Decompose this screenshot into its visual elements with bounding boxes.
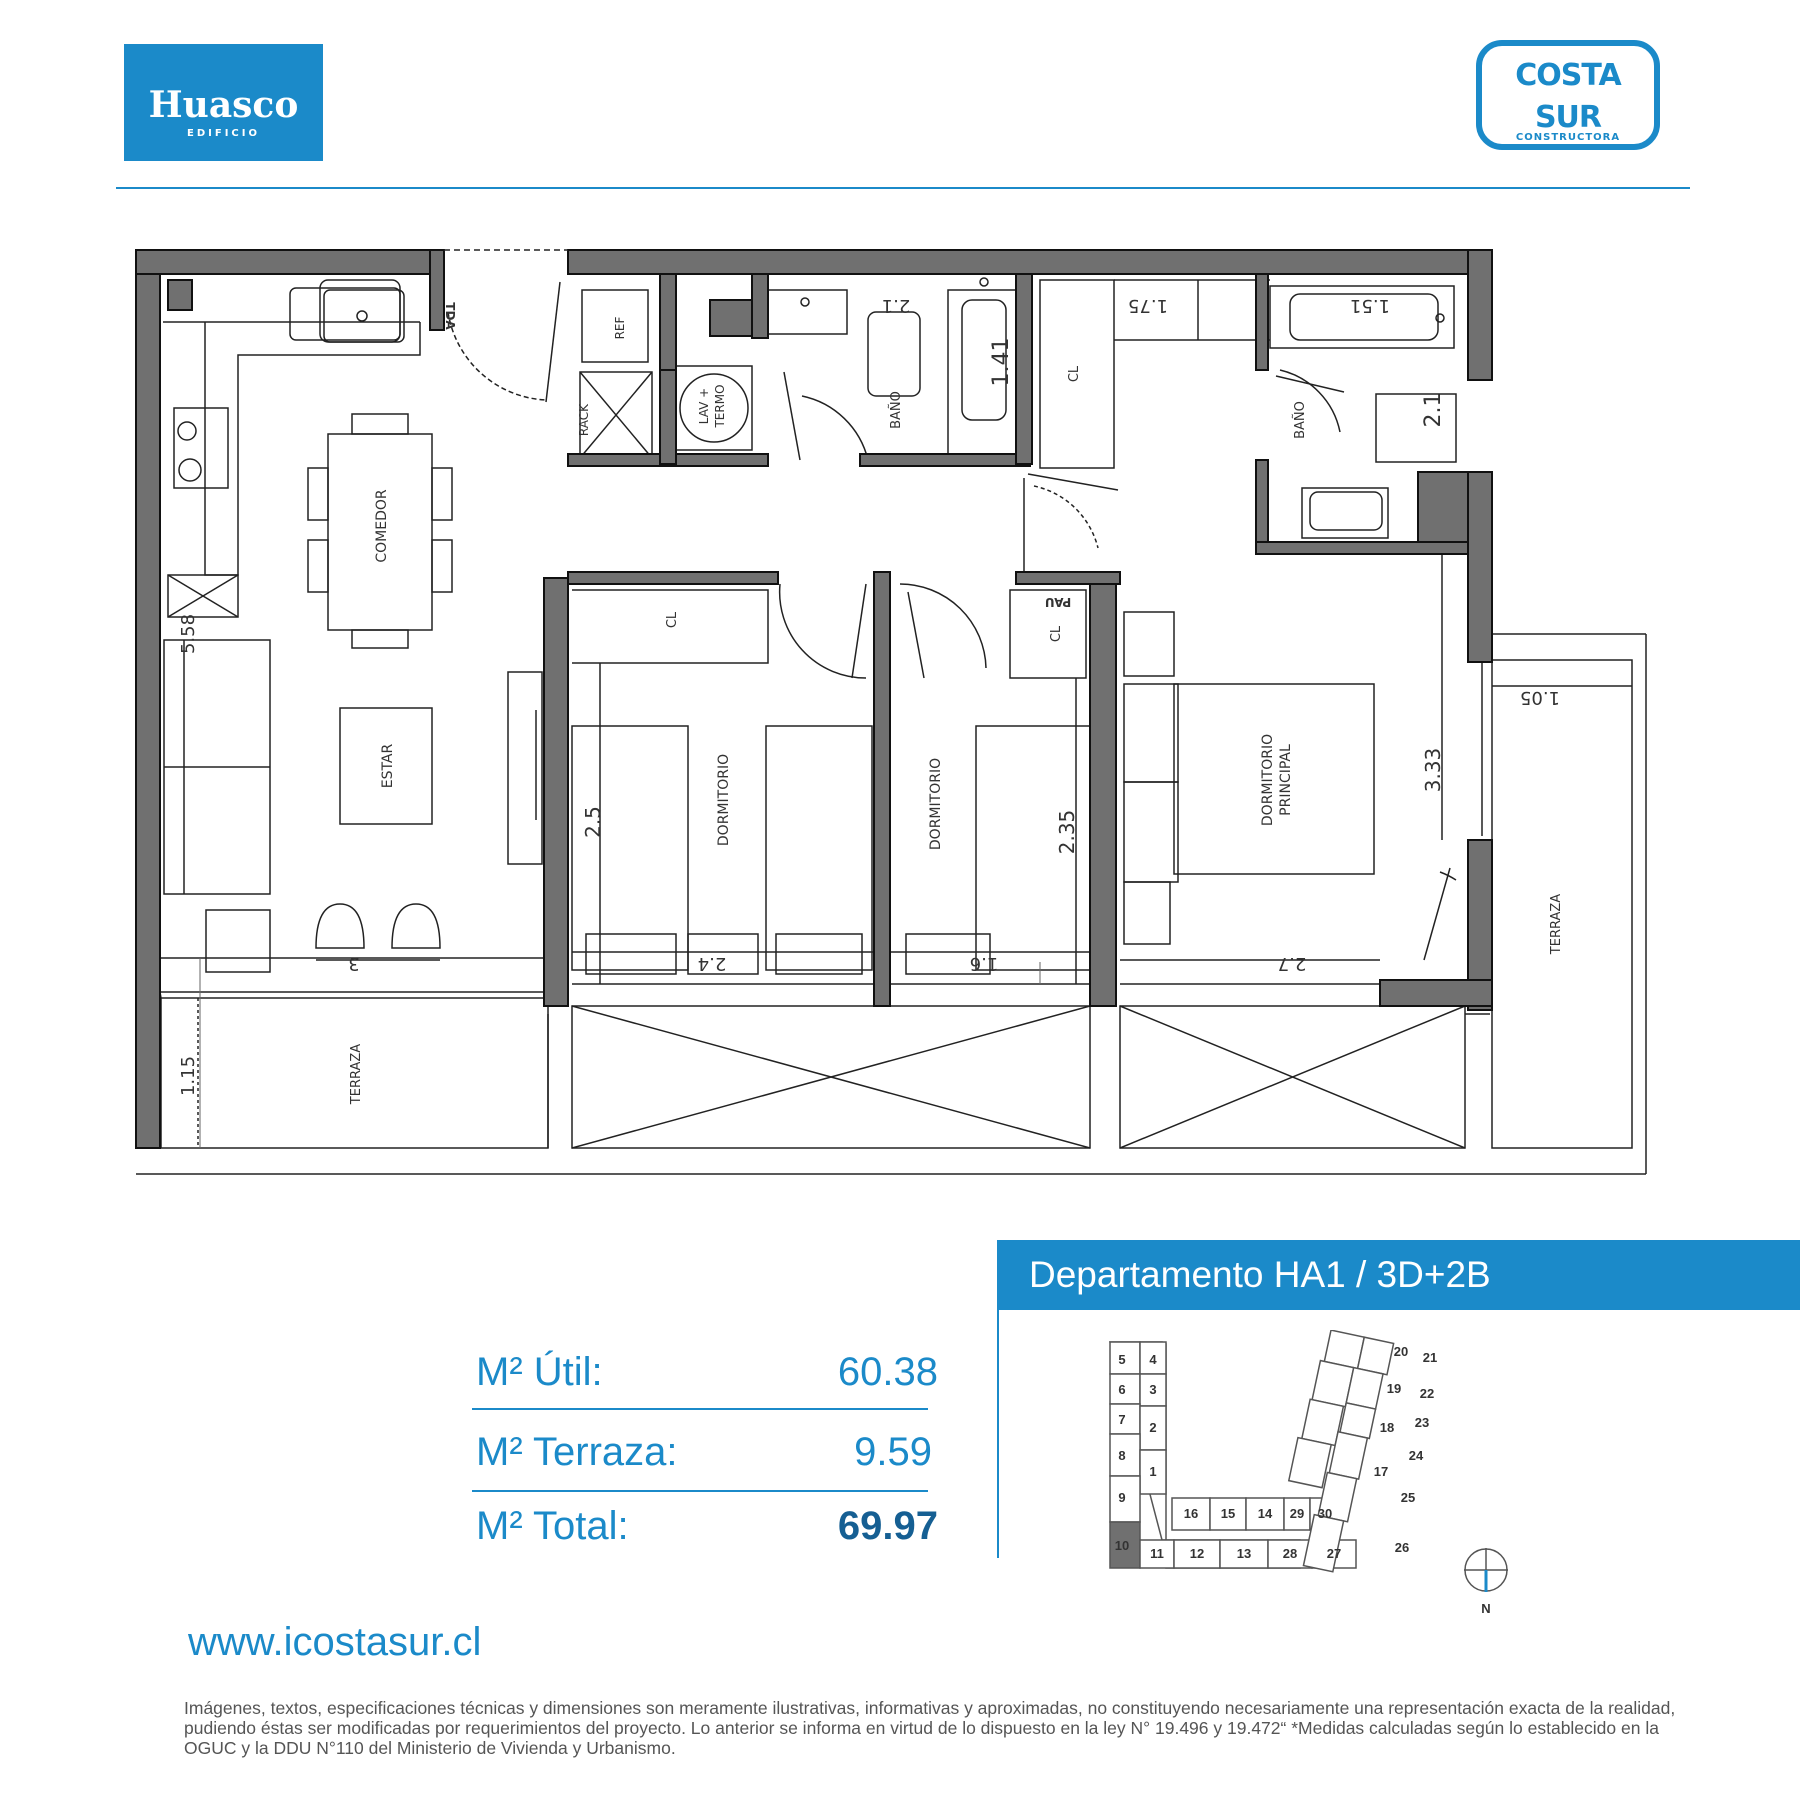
label-lav-1: LAV + [697, 387, 711, 425]
label-tda: TDA [443, 302, 457, 330]
key-plan-unit-8: 8 [1118, 1448, 1126, 1463]
key-plan-unit-17: 17 [1373, 1464, 1389, 1479]
costa-sur-logo-line3: CONSTRUCTORA [1515, 132, 1621, 143]
north-label: N [1481, 1601, 1491, 1616]
key-plan-unit-1: 1 [1149, 1464, 1157, 1479]
label-terraza-right: TERRAZA [1549, 893, 1564, 955]
label-ref: REF [613, 316, 627, 340]
key-plan-unit-7: 7 [1118, 1412, 1126, 1427]
key-plan-unit-14: 14 [1257, 1506, 1273, 1521]
dim-1-15: 1.15 [178, 1055, 199, 1097]
label-terraza-left: TERRAZA [349, 1043, 364, 1105]
area-terraza-value: 9.59 [854, 1430, 932, 1474]
huasco-logo-sub: EDIFICIO [187, 128, 260, 139]
key-plan-unit-2: 2 [1149, 1420, 1157, 1435]
costa-sur-logo-line1: COSTA [1515, 58, 1621, 93]
key-plan-unit-22: 22 [1419, 1386, 1435, 1401]
key-plan-unit-3: 3 [1149, 1382, 1157, 1397]
legal-disclaimer: Imágenes, textos, especificaciones técnicas y dimensiones son meramente ilustrativas, informativas y aproximadas, no constituyendo necesariamente una representación exacta de la realidad, pudiendo éstas ser modificadas por requerimientos del proyecto. Lo anterior se informa en virtud de lo dispuesto en la ley N° 19.496 y 19.472“ *Medidas calculadas según lo establecido en la OGUC y la DDU N°110 del Ministerio de Vivienda y Urbanismo. [184, 1698, 1676, 1758]
label-lav-2: TERMO [713, 384, 727, 428]
area-util-value: 60.38 [837, 1350, 938, 1394]
key-plan-unit-23: 23 [1414, 1415, 1430, 1430]
dim-2-7: 2.7 [1277, 953, 1307, 974]
dim-5-58: 5.58 [178, 613, 199, 655]
key-plan-unit-19: 19 [1386, 1381, 1402, 1396]
dim-2-35: 2.35 [1055, 809, 1079, 855]
label-pau: PAU [1044, 595, 1072, 609]
area-total-value: 69.97 [837, 1504, 938, 1548]
area-total-label: M² Total: [476, 1504, 629, 1548]
area-row-util [472, 1342, 942, 1408]
key-plan-unit-16: 16 [1183, 1506, 1199, 1521]
area-row-terraza [472, 1422, 942, 1488]
dim-1-05: 1.05 [1519, 687, 1561, 708]
dim-2-1-bano1: 2.1 [881, 295, 911, 316]
key-plan-unit-15: 15 [1220, 1506, 1236, 1521]
dim-2-5: 2.5 [581, 806, 605, 838]
key-plan-unit-6: 6 [1118, 1382, 1126, 1397]
dim-1-6: 1.6 [969, 953, 999, 974]
area-divider-2 [472, 1490, 928, 1492]
area-util-label: M² Útil: [476, 1350, 603, 1394]
key-plan-unit-26: 26 [1394, 1540, 1410, 1555]
label-dormitorio-2: DORMITORIO [928, 757, 944, 851]
key-plan-unit-18: 18 [1379, 1420, 1395, 1435]
area-row-total [472, 1496, 942, 1562]
dim-2-1-bano2: 2.1 [1421, 392, 1446, 428]
area-terraza-label: M² Terraza: [476, 1430, 678, 1474]
key-plan-unit-11: 11 [1150, 1546, 1164, 1561]
apartment-divider [997, 1310, 999, 1558]
key-plan-unit-5: 5 [1118, 1352, 1126, 1367]
key-plan-unit-30: 30 [1317, 1506, 1333, 1521]
key-plan-unit-12: 12 [1189, 1546, 1205, 1561]
key-plan-unit-25: 25 [1400, 1490, 1416, 1505]
dim-1-41: 1.41 [989, 337, 1014, 387]
label-dormitorio-principal-1: DORMITORIO [1260, 733, 1276, 827]
label-comedor: COMEDOR [374, 489, 390, 563]
key-plan-unit-28: 28 [1282, 1546, 1298, 1561]
dim-1-75: 1.75 [1127, 295, 1169, 316]
apartment-title: Departamento HA1 / 3D+2B [997, 1240, 1800, 1310]
building-key-plan [1100, 1330, 1520, 1620]
area-divider-1 [472, 1408, 928, 1410]
dim-1-51: 1.51 [1349, 295, 1391, 316]
key-plan-unit-9: 9 [1118, 1490, 1126, 1505]
key-plan-unit-21: 21 [1422, 1350, 1438, 1365]
key-plan-unit-10: 10 [1114, 1538, 1130, 1553]
label-dormitorio-1: DORMITORIO [716, 753, 732, 847]
key-plan-unit-20: 20 [1393, 1344, 1409, 1359]
dim-3-33: 3.33 [1421, 747, 1445, 793]
label-cl-dorm1: CL [665, 611, 680, 629]
huasco-logo-name: Huasco [148, 84, 299, 126]
label-cl-hall: CL [1067, 365, 1082, 383]
dim-2-4: 2.4 [697, 953, 727, 974]
website-link[interactable]: www.icostasur.cl [188, 1620, 482, 1664]
key-plan-unit-4: 4 [1149, 1352, 1157, 1367]
key-plan-unit-13: 13 [1236, 1546, 1252, 1561]
key-plan-unit-27: 27 [1326, 1546, 1342, 1561]
costa-sur-logo-line2: SUR [1534, 100, 1602, 135]
key-plan-unit-24: 24 [1408, 1448, 1424, 1463]
label-bano-2: BAÑO [1293, 401, 1308, 439]
label-dormitorio-principal-2: PRINCIPAL [1278, 744, 1294, 816]
label-rack: RACK [577, 403, 591, 437]
dim-3: 3 [348, 953, 360, 974]
key-plan-unit-29: 29 [1289, 1506, 1305, 1521]
label-cl-dorm2: CL [1049, 625, 1064, 643]
label-estar: ESTAR [380, 743, 396, 789]
label-bano-1: BAÑO [889, 391, 904, 429]
